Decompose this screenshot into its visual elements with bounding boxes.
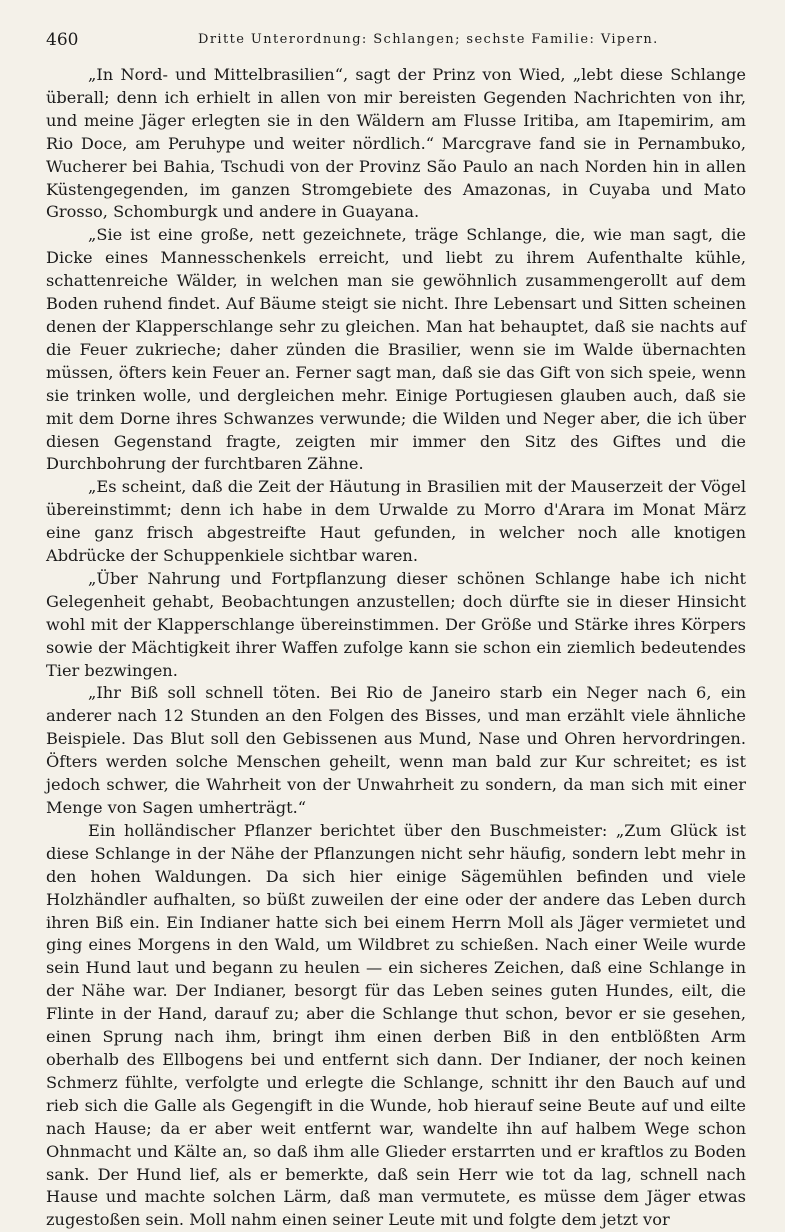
paragraph-3: „Es scheint, daß die Zeit der Häutung in Brasilien mit der Mauserzeit der Vögel übereinstimmt; denn ich habe in dem Urwalde zu Morro d'Arara im Monat März eine ganz frisch abgestreifte Haut gefunden, in welcher noch alle knotigen Abdrücke der Schuppenkiele sichtbar waren. [46, 477, 746, 566]
paragraph-4: „Über Nahrung und Fortpflanzung dieser schönen Schlange habe ich nicht Gelegenheit gehabt, Beobachtungen anzustellen; doch dürfte sie in dieser Hinsicht wohl mit der Klapperschlange übereinstimmen. Der Größe und Stärke ihres Körpers sowie der Mächtigkeit ihrer Waffen zufolge kann sie schon ein ziemlich bedeutendes Tier bezwingen. [46, 568, 746, 680]
running-head: Dritte Unterordnung: Schlangen; sechste Familie: Vipern. [198, 32, 659, 47]
paragraph-2: „Sie ist eine große, nett gezeichnete, träge Schlange, die, wie man sagt, die Dicke eines Mannesschenkels erreicht, und liebt zu ihrem Aufenthalte kühle, schattenreiche Wälder, in welchen man sie gewöhnlich zusammengerollt auf dem Boden ruhend findet. Auf Bäume steigt sie nicht. Ihre Lebensart und Sitten scheinen denen der Klapperschlange sehr zu gleichen. Man hat behauptet, daß sie nachts auf die Feuer zukrieche; daher zünden die Brasilier, wenn sie im Walde übernachten müssen, öfters kein Feuer an. Ferner sagt man, daß sie das Gift von sich speie, wenn sie trinken wolle, und dergleichen mehr. Einige Portugiesen glauben auch, daß sie mit dem Dorne ihres Schwanzes verwunde; die Wilden und Neger aber, die ich über diesen Gegenstand fragte, zeigten mir immer den Sitz des Giftes und die Durchbohrung der furchtbaren Zähne. [46, 225, 746, 474]
page-header [46, 28, 745, 58]
body-text [46, 64, 746, 1232]
paragraph-1: „In Nord- und Mittelbrasilien“, sagt der Prinz von Wied, „lebt diese Schlange überall; denn ich erhielt in allen von mir bereisten Gegenden Nachrichten von ihr, und meine Jäger erlegten sie in den Wäldern am Flusse Iritiba, am Itapemirim, am Rio Doce, am Peruhype und weiter nördlich.“ Marcgrave fand sie in Pernambuko, Wucherer bei Bahia, Tschudi von der Provinz São Paulo an nach Norden hin in allen Küstengegenden, im ganzen Stromgebiete des Amazonas, in Cuyaba und Mato Grosso, Schomburgk und andere in Guayana. [46, 65, 746, 222]
page-number: 460 [46, 30, 79, 50]
paragraph-5: „Ihr Biß soll schnell töten. Bei Rio de Janeiro starb ein Neger nach 6, ein anderer nach 12 Stunden an den Folgen des Bisses, und man erzählt viele ähnliche Beispiele. Das Blut soll den Gebissenen aus Mund, Nase und Ohren hervordringen. Öfters werden solche Menschen geheilt, wenn man bald zur Kur schreitet; es ist jedoch schwer, die Wahrheit von der Unwahrheit zu sondern, da man sich mit einer Menge von Sagen umherträgt.“ [46, 683, 746, 817]
paragraph-6: Ein holländischer Pflanzer berichtet über den Buschmeister: „Zum Glück ist diese Schlange in der Nähe der Pflanzungen nicht sehr häufig, sondern lebt mehr in den hohen Waldungen. Da sich hier einige Sägemühlen befinden und viele Holzhändler aufhalten, so büßt zuweilen der eine oder der andere das Leben durch ihren Biß ein. Ein Indianer hatte sich bei einem Herrn Moll als Jäger vermietet und ging eines Morgens in den Wald, um Wildbret zu schießen. Nach einer Weile wurde sein Hund laut und begann zu heulen — ein sicheres Zeichen, daß eine Schlange in der Nähe war. Der Indianer, besorgt für das Leben seines guten Hundes, eilt, die Flinte in der Hand, darauf zu; aber die Schlange thut schon, bevor er sie gesehen, einen Sprung nach ihm, bringt ihm einen derben Biß in den entblößten Arm oberhalb des Ellbogens bei und entfernt sich dann. Der Indianer, der noch keinen Schmerz fühlte, verfolgte und erlegte die Schlange, schnitt ihr den Bauch auf und rieb sich die Galle als Gegengift in die Wunde, hob hierauf seine Beute auf und eilte nach Hause; da er aber weit entfernt war, wandelte ihn auf halbem Wege schon Ohnmacht und Kälte an, so daß ihm alle Glieder erstarrten und er kraftlos zu Boden sank. Der Hund lief, als er bemerkte, daß sein Herr wie tot da lag, schnell nach Hause und machte solchen Lärm, daß man vermutete, es müsse dem Jäger etwas zugestoßen sein. Moll nahm einen seiner Leute mit und folgte dem jetzt vor [46, 820, 746, 1230]
